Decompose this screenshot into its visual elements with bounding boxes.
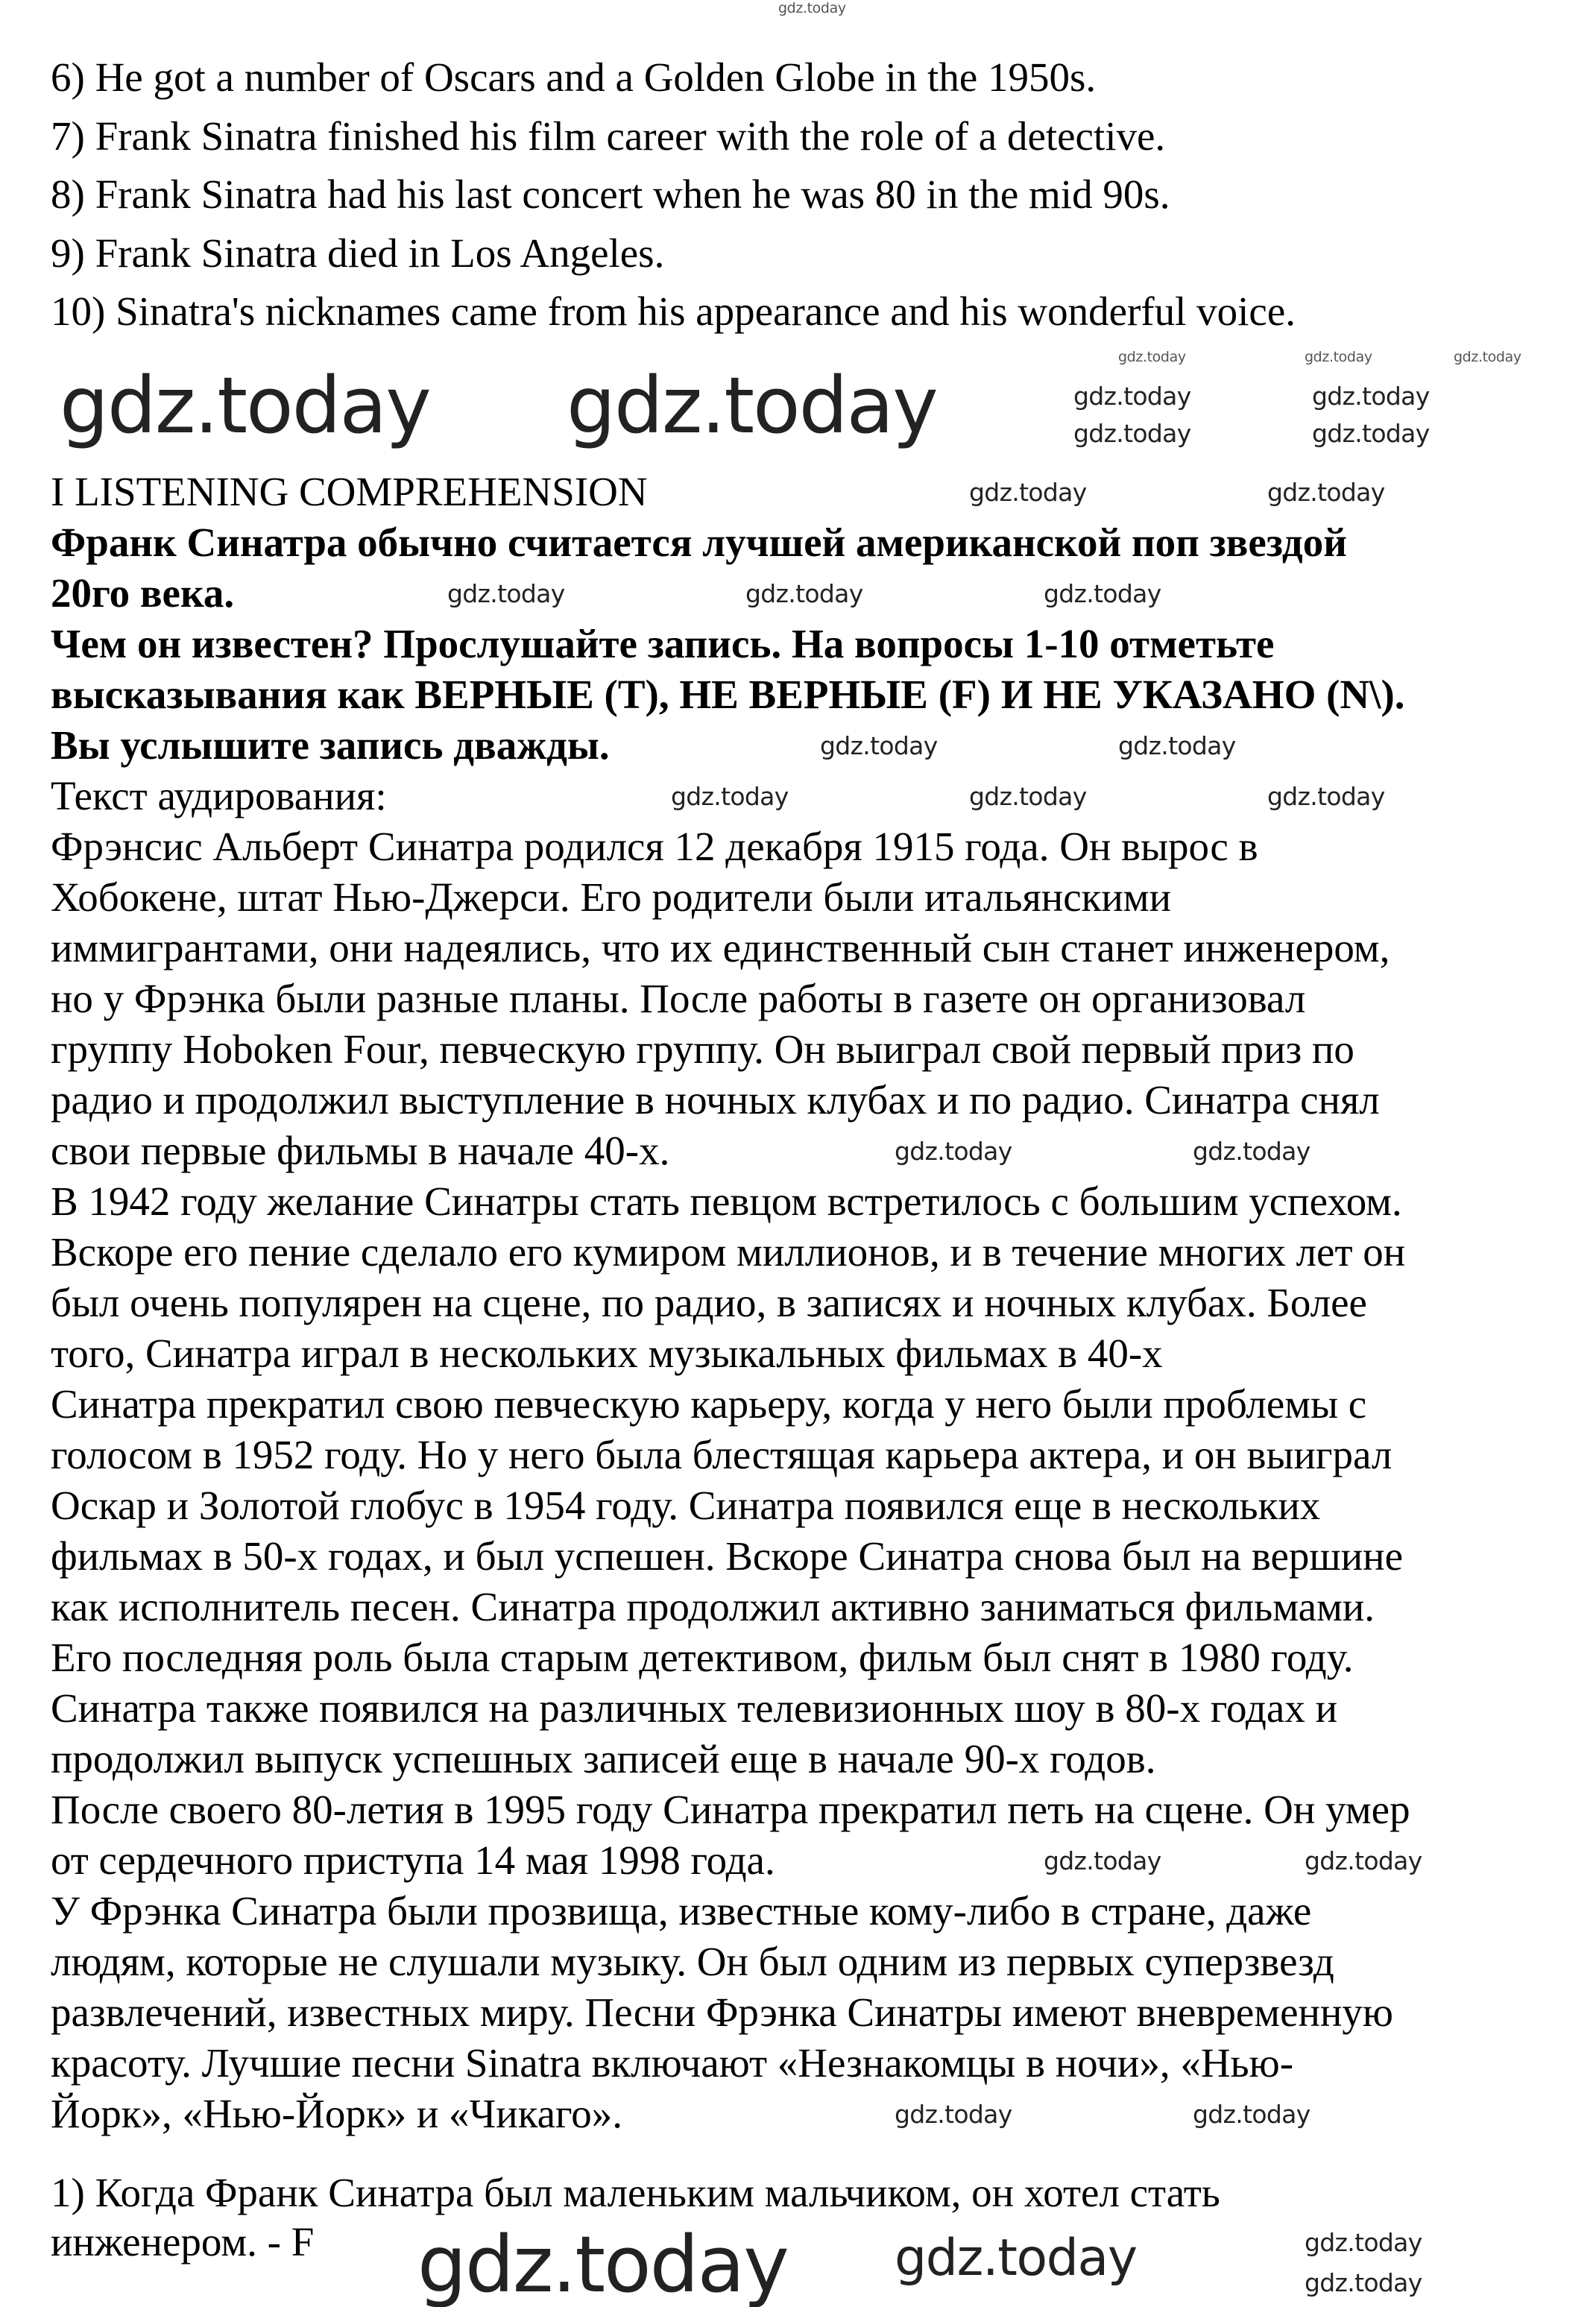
watermark-text: gdz.today	[895, 2100, 1012, 2129]
statement-line: 10) Sinatra's nicknames came from his appearance and his wonderful voice.	[51, 288, 1296, 335]
watermark-text: gdz.today	[1118, 731, 1236, 760]
watermark-text: gdz.today	[1193, 2100, 1310, 2129]
watermark-text: gdz.today	[895, 1137, 1012, 1166]
text-line: Вскоре его пение сделало его кумиром миллионов, и в течение многих лет он	[51, 1229, 1406, 1275]
instruction-line: Чем он известен? Прослушайте запись. На вопросы 1-10 отметьте	[51, 621, 1275, 666]
text-line: Йорк», «Нью-Йорк» и «Чикаго».	[51, 2091, 622, 2136]
watermark-text: gdz.today	[1267, 478, 1385, 507]
statement-line: 6) He got a number of Oscars and a Golden Globe in the 1950s.	[51, 54, 1097, 100]
text-line: радио и продолжил выступление в ночных клубах и по радио. Синатра снял	[51, 1077, 1380, 1123]
watermark-text: gdz.today	[1305, 2228, 1422, 2257]
watermark-text: gdz.today	[745, 579, 863, 608]
watermark-text: gdz.today	[567, 360, 937, 451]
text-line: был очень популярен на сцене, по радио, в записях и ночных клубах. Более	[51, 1280, 1367, 1325]
watermark-text: gdz.today	[671, 782, 789, 811]
statement-line: 7) Frank Sinatra finished his film career with the role of a detective.	[51, 113, 1166, 159]
watermark-text: gdz.today	[1312, 382, 1430, 411]
instruction-line: 20го века.	[51, 570, 235, 616]
text-line: свои первые фильмы в начале 40-х.	[51, 1128, 670, 1173]
watermark-text: gdz.today	[1454, 349, 1521, 365]
statement-line: 9) Frank Sinatra died in Los Angeles.	[51, 230, 665, 276]
text-line: от сердечного приступа 14 мая 1998 года.	[51, 1837, 775, 1883]
text-line: Его последняя роль была старым детективом, фильм был снят в 1980 году.	[51, 1635, 1354, 1680]
text-line: голосом в 1952 году. Но у него была блестящая карьера актера, и он выиграл	[51, 1432, 1392, 1477]
watermark-text: gdz.today	[1267, 782, 1385, 811]
watermark-text: gdz.today	[969, 478, 1087, 507]
text-line: После своего 80-летия в 1995 году Синатра прекратил петь на сцене. Он умер	[51, 1787, 1410, 1832]
statement-line: 8) Frank Sinatra had his last concert when he was 80 in the mid 90s.	[51, 171, 1170, 218]
watermark-text: gdz.today	[820, 731, 938, 760]
watermark-text: gdz.today	[1305, 2268, 1422, 2297]
text-line: но у Фрэнка были разные планы. После работы в газете он организовал	[51, 976, 1306, 1021]
watermark-text: gdz.today	[1305, 1846, 1422, 1875]
text-line: В 1942 году желание Синатры стать певцом встретилось с большим успехом.	[51, 1178, 1402, 1224]
watermark-text: gdz.today	[1305, 349, 1372, 365]
text-line: Хобокене, штат Нью-Джерси. Его родители были итальянскими	[51, 874, 1172, 920]
text-line: продолжил выпуск успешных записей еще в начале 90-х годов.	[51, 1736, 1156, 1781]
watermark-text: gdz.today	[417, 2219, 788, 2307]
text-line: Оскар и Золотой глобус в 1954 году. Синатра появился еще в нескольких	[51, 1483, 1321, 1528]
watermark-text: gdz.today	[60, 360, 430, 451]
text-label: Текст аудирования:	[51, 773, 387, 818]
text-line: людям, которые не слушали музыку. Он был одним из первых суперзвезд	[51, 1939, 1334, 1984]
instruction-line: Вы услышите запись дважды.	[51, 722, 610, 768]
text-line: красоту. Лучшие песни Sinatra включают «Незнакомцы в ночи», «Нью-	[51, 2040, 1294, 2086]
watermark-text: gdz.today	[1193, 1137, 1310, 1166]
answer-line: 1) Когда Франк Синатра был маленьким мальчиком, он хотел стать	[51, 2170, 1220, 2215]
text-line: Синатра прекратил свою певческую карьеру, когда у него были проблемы с	[51, 1381, 1367, 1427]
instruction-line: высказывания как ВЕРНЫЕ (T), НЕ ВЕРНЫЕ (F) И НЕ УКАЗАНО (N\).	[51, 672, 1405, 717]
text-line: иммигрантами, они надеялись, что их единственный сын станет инженером,	[51, 925, 1390, 971]
watermark-text: gdz.today	[1312, 419, 1430, 448]
section-heading: I LISTENING COMPREHENSION	[51, 469, 648, 514]
text-line: У Фрэнка Синатра были прозвища, известные кому-либо в стране, даже	[51, 1888, 1312, 1934]
text-line: группу Hoboken Four, певческую группу. Он выиграл свой первый приз по	[51, 1026, 1354, 1072]
text-line: Синатра также появился на различных телевизионных шоу в 80-х годах и	[51, 1685, 1338, 1731]
watermark-text: gdz.today	[969, 782, 1087, 811]
answer-line: инженером. - F	[51, 2219, 315, 2265]
watermark-text: gdz.today	[1073, 419, 1191, 448]
watermark-text: gdz.today	[447, 579, 565, 608]
watermark-text: gdz.today	[1044, 1846, 1161, 1875]
watermark-text: gdz.today	[895, 2229, 1137, 2288]
text-line: Фрэнсис Альберт Синатра родился 12 декабря 1915 года. Он вырос в	[51, 824, 1258, 869]
text-line: того, Синатра играл в нескольких музыкальных фильмах в 40-х	[51, 1331, 1163, 1376]
watermark-text: gdz.today	[778, 0, 846, 16]
text-line: как исполнитель песен. Синатра продолжил активно заниматься фильмами.	[51, 1584, 1375, 1629]
text-line: фильмах в 50-х годах, и был успешен. Вскоре Синатра снова был на вершине	[51, 1533, 1404, 1579]
watermark-text: gdz.today	[1118, 349, 1186, 365]
instruction-line: Франк Синатра обычно считается лучшей американской поп звездой	[51, 520, 1347, 565]
watermark-text: gdz.today	[1044, 579, 1161, 608]
text-line: развлечений, известных миру. Песни Фрэнка Синатры имеют вневременную	[51, 1989, 1393, 2035]
watermark-text: gdz.today	[1073, 382, 1191, 411]
